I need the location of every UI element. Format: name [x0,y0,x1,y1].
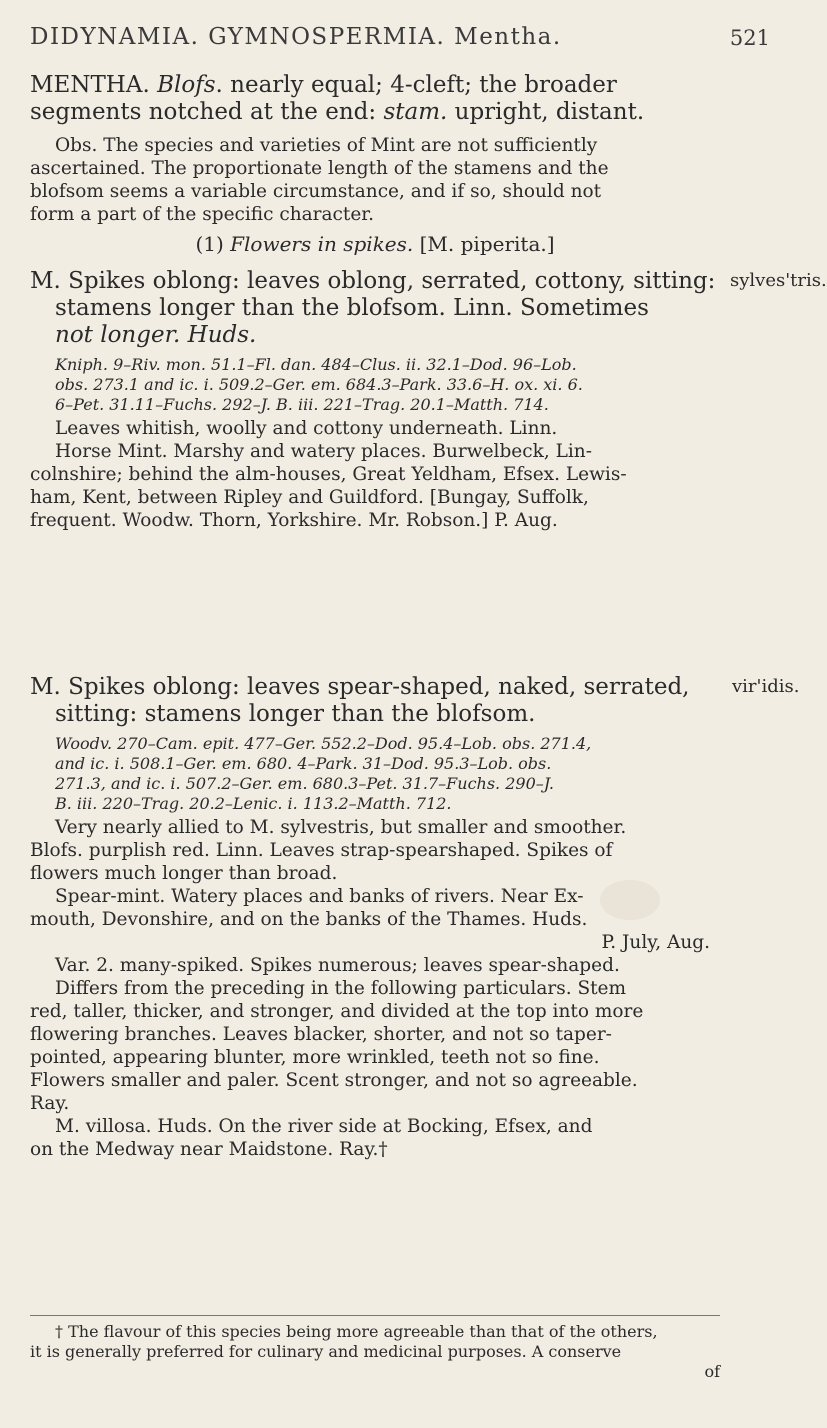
genus-line-2: segments notched at the end: stam. upright, distant. [30,99,645,125]
species-margin-name-2: vir'idis. [732,676,800,697]
page-header [30,20,770,60]
species-margin-name: sylves'tris. [730,270,827,291]
observation-note: Obs. The species and varieties of Mint are not sufficiently ascertained. The proportionate length of the stamens and the blofsom seems a variable circumstance, and if so, should not form a part of the specific character. [30,135,609,225]
footnote-divider [30,1315,720,1316]
section-heading: (1) Flowers in spikes. [M. piperita.] [195,232,555,256]
species-sylvestris: M. Spikes oblong: leaves oblong, serrated, cottony, sitting: stamens longer than the blofsom. Linn. Sometimes not longer. Huds. Kniph. 9–Riv. mon. 51.1–Fl. dan. 484–Clus. ii. 32.1–Dod. 96–Lob. obs. 273.1 and ic. i. 509.2–Ger. em. 684.3–Park. 33.6–H. ox. xi. 6. 6–Pet. 31.11–Fuchs. 292–J. B. iii. 221–Trag. 20.1–Matth. 714. Leaves whitish, woolly and cottony underneath. Linn. Horse Mint. Marshy and watery places. Burwelbeck, Lin- colnshire; behind the alm-houses, Great Yeldham, Efsex. Lewis- ham, Kent, between Ripley and Guildford. [Bungay, Suffolk, frequent. Woodw. Thorn, Yorkshire. Mr. Robson.] P. Aug. [30,268,716,531]
genus-name: MENTHA. [30,72,150,98]
genus-description [30,72,720,126]
page-number: 521 [729,26,770,50]
footnote: † The flavour of this species being more agreeable than that of the others, it is generally preferred for culinary and medicinal purposes. A conserve of [30,1322,720,1381]
genus-line-1: MENTHA. Blofs. nearly equal; 4-cleft; the broader [30,72,617,98]
species-viridis: M. Spikes oblong: leaves spear-shaped, naked, serrated, sitting: stamens longer than the blofsom. Woodv. 270–Cam. epit. 477–Ger. 552.2–Dod. 95.4–Lob. obs. 271.4, and ic. i. 508.1–Ger. em. 680. 4–Park. 31–Dod. 95.3–Lob. obs. 271.3, and ic. i. 507.2–Ger. em. 680.3–Pet. 31.7–Fuchs. 290–J. B. iii. 220–Trag. 20.2–Lenic. i. 113.2–Matth. 712. Very nearly allied to M. sylvestris, but smaller and smoother. Blofs. purplish red. Linn. Leaves strap-spearshaped. Spikes of flowers much longer than broad. Spear-mint. Watery places and banks of rivers. Near Ex- mouth, Devonshire, and on the banks of the Thames. Huds. P. July, Aug. Var. 2. many-spiked. Spikes numerous; leaves spear-shaped. Differs from the preceding in the following particulars. Stem red, taller, thicker, and stronger, and divided at the top into more flowering branches. Leaves blacker, shorter, and not so taper- pointed, appearing blunter, more wrinkled, teeth not so fine. Flowers smaller and paler. Scent stronger, and not so agreeable. Ray. M. villosa. Huds. On the river side at Bocking, Efsex, and on the Medway near Maidstone. Ray.† [30,674,710,1160]
running-title: DIDYNAMIA. GYMNOSPERMIA. Mentha. [30,24,562,50]
